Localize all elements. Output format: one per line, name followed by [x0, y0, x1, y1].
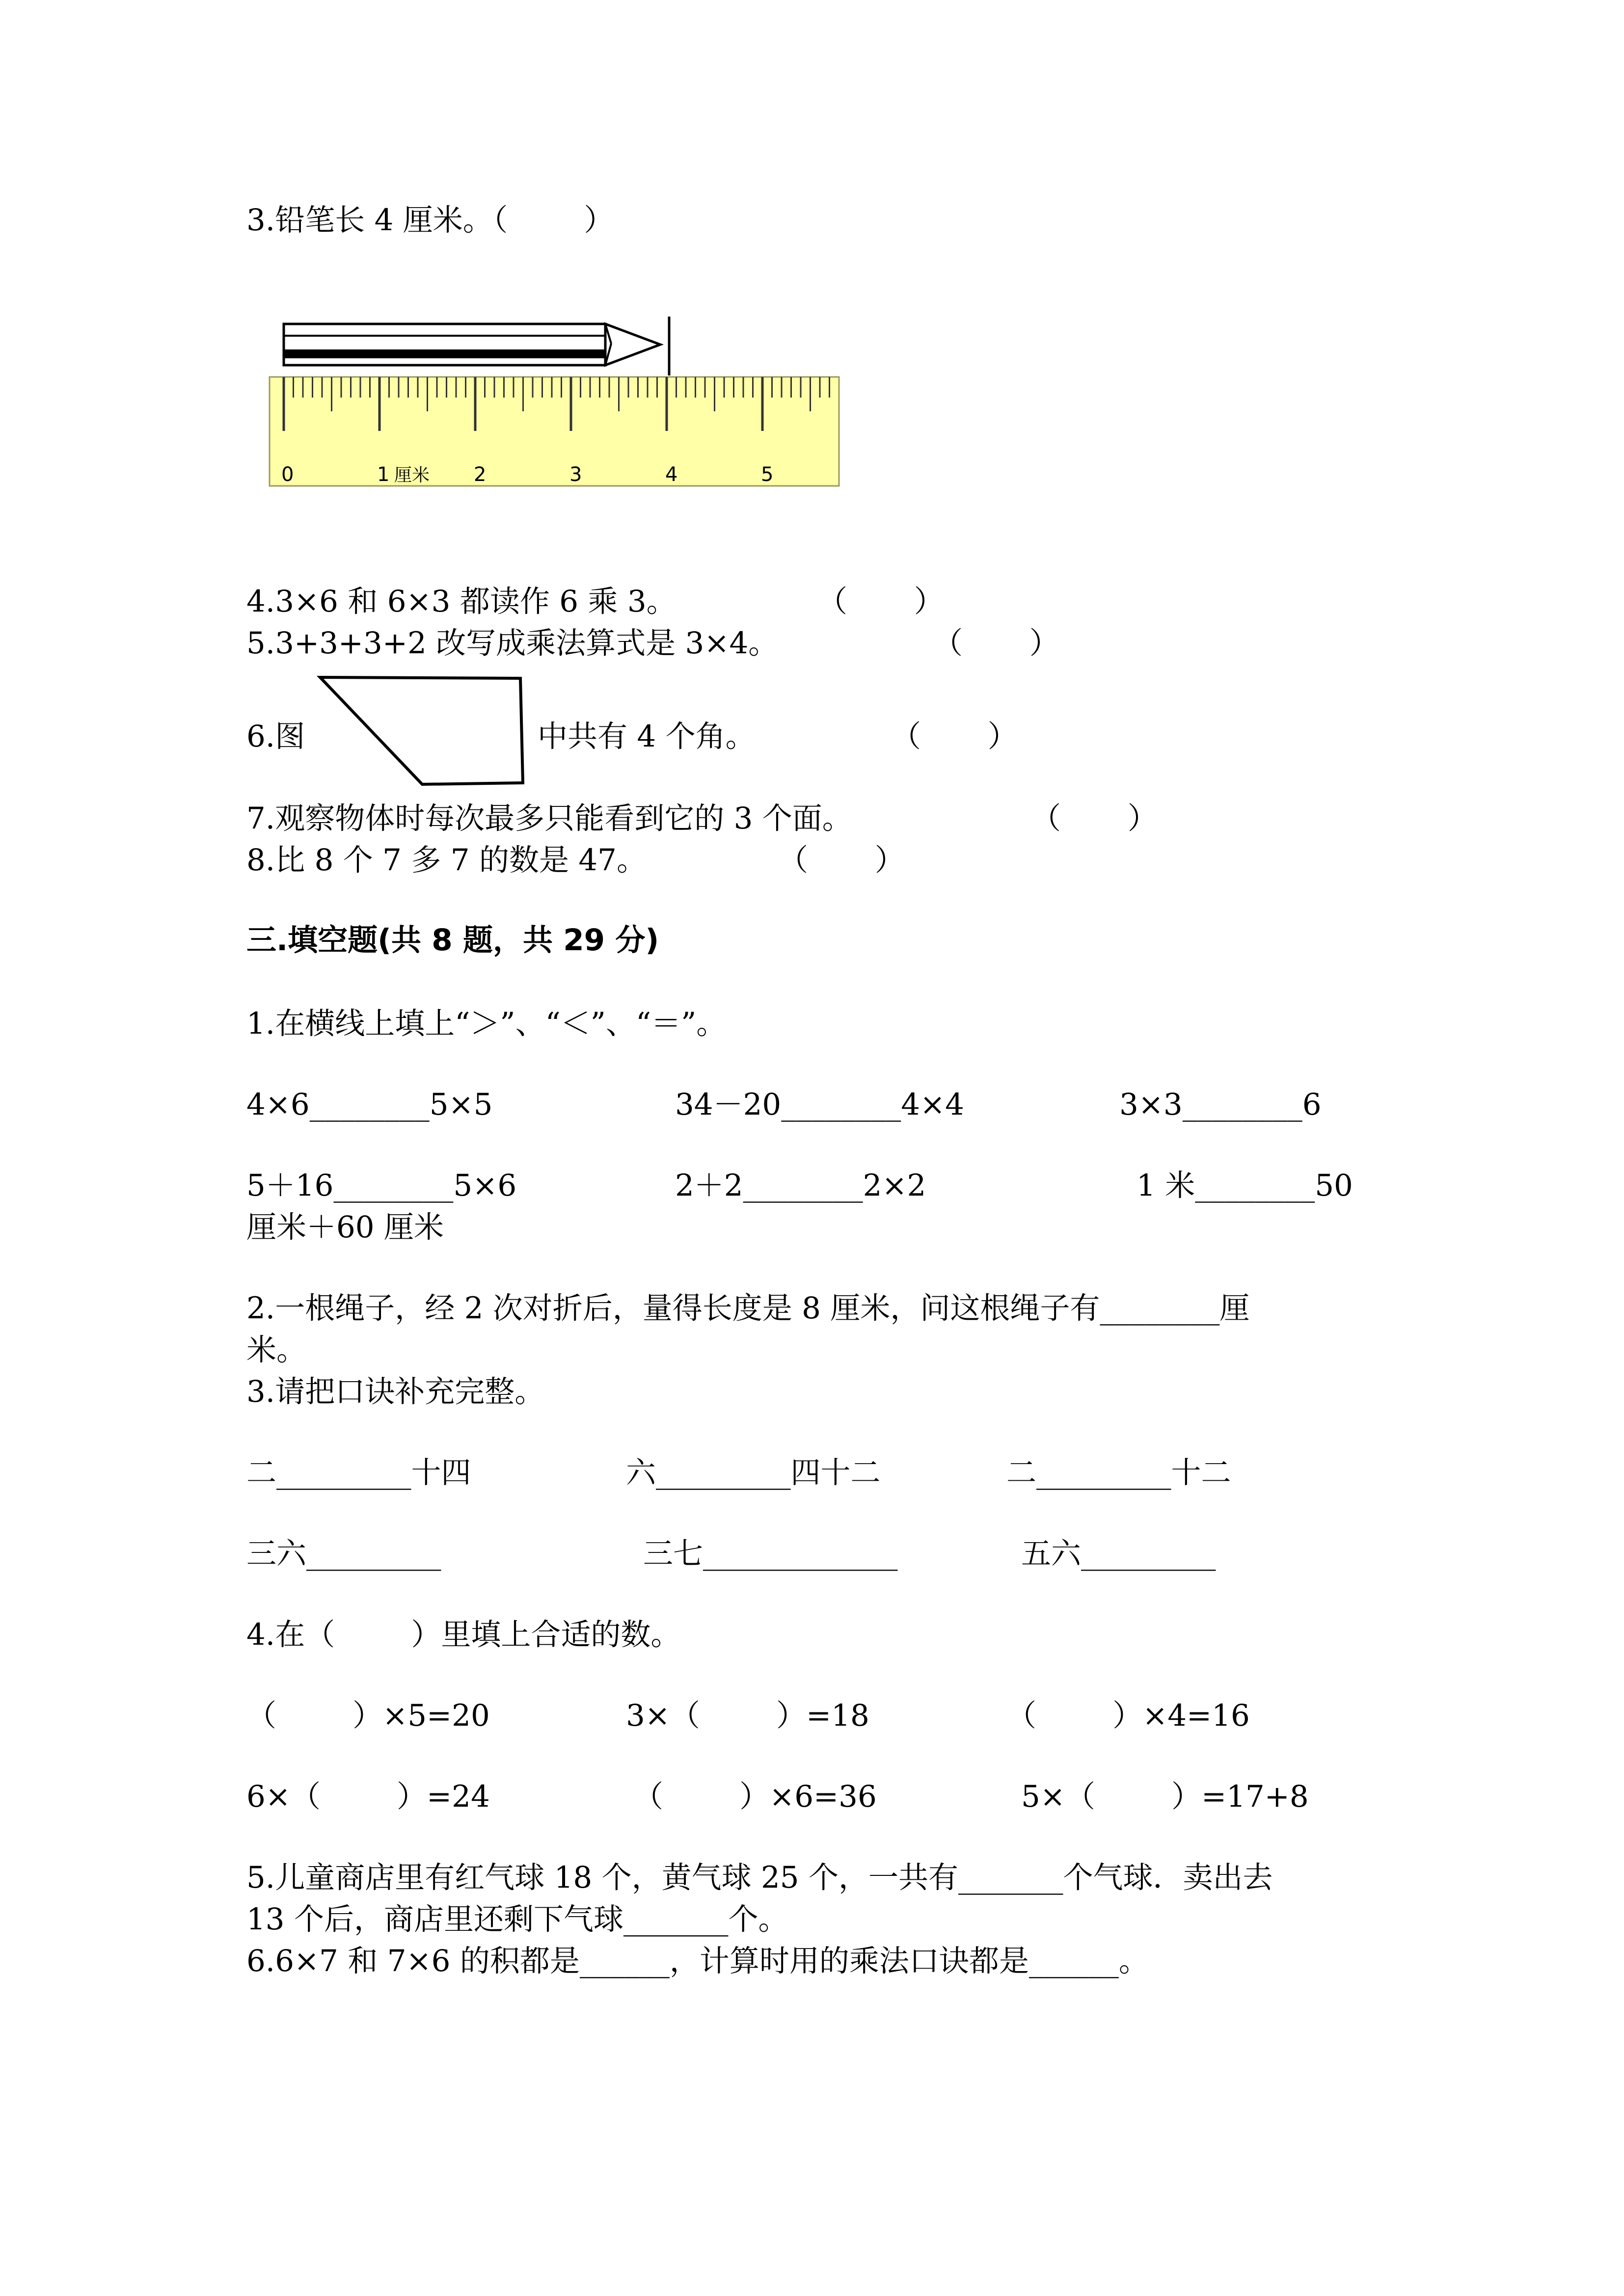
- ruler-label-2: 2: [474, 463, 487, 486]
- question-8-answer-paren[interactable]: （ ）: [778, 843, 905, 878]
- ruler-label-1: 1: [377, 463, 390, 486]
- fill-q4-title: 4.在（ ）里填上合适的数。: [246, 1617, 681, 1652]
- fill-q4-item[interactable]: （ ）×5=20: [246, 1698, 490, 1733]
- ruler-label-5: 5: [761, 463, 774, 486]
- ruler: [270, 377, 839, 486]
- fill-q1-item-continued: 厘米＋60 厘米: [246, 1210, 444, 1245]
- question-7-text: 7.观察物体时每次最多只能看到它的 3 个面。: [246, 801, 852, 836]
- fill-q4-item[interactable]: 6×（ ）=24: [246, 1779, 490, 1814]
- fill-q2-line[interactable]: 2.一根绳子，经 2 次对折后，量得长度是 8 厘米，问这根绳子有________厘: [246, 1291, 1250, 1326]
- fill-q1-item[interactable]: 5＋16________5×6: [246, 1168, 517, 1203]
- question-7-answer-paren[interactable]: （ ）: [1031, 801, 1158, 836]
- question-5-text: 5.3+3+3+2 改写成乘法算式是 3×4。: [246, 626, 779, 661]
- question-5-answer-paren[interactable]: （ ）: [933, 626, 1059, 661]
- fill-q1-item[interactable]: 4×6________5×5: [246, 1087, 493, 1122]
- fill-q2-line: 米。: [246, 1333, 307, 1367]
- fill-q3-item[interactable]: 五六_________: [1021, 1536, 1216, 1571]
- fill-q6-line[interactable]: 6.6×7 和 7×6 的积都是______，计算时用的乘法口诀都是______。: [246, 1944, 1149, 1978]
- fill-q3-item[interactable]: 二_________十四: [246, 1455, 471, 1490]
- fill-q5-line[interactable]: 13 个后，商店里还剩下气球_______个。: [246, 1902, 788, 1937]
- fill-q4-item[interactable]: 5×（ ）=17+8: [1021, 1779, 1309, 1814]
- ruler-label-3: 3: [569, 463, 582, 486]
- question-3-text: 3.铅笔长 4 厘米。（ ）: [246, 203, 614, 238]
- pencil-icon: [284, 317, 669, 375]
- quadrilateral-figure: [314, 672, 530, 790]
- fill-q3-item[interactable]: 三六_________: [246, 1536, 441, 1571]
- fill-q1-item[interactable]: 2＋2________2×2: [675, 1168, 926, 1203]
- question-8-text: 8.比 8 个 7 多 7 的数是 47。: [246, 843, 647, 878]
- section-3-heading: 三.填空题(共 8 题，共 29 分): [246, 923, 659, 958]
- ruler-unit-label: 厘米: [394, 465, 430, 485]
- ruler-label-0: 0: [281, 463, 294, 486]
- fill-q3-item[interactable]: 六_________四十二: [626, 1455, 881, 1490]
- fill-q4-item[interactable]: （ ）×6=36: [633, 1779, 877, 1814]
- fill-q3-item[interactable]: 三七_____________: [643, 1536, 898, 1571]
- fill-q1-item[interactable]: 1 米________50: [1137, 1168, 1353, 1203]
- fill-q1-title: 1.在横线上填上“＞”、“＜”、“＝”。: [246, 1006, 727, 1041]
- fill-q1-item[interactable]: 3×3________6: [1119, 1087, 1322, 1122]
- fill-q4-item[interactable]: （ ）×4=16: [1006, 1698, 1250, 1733]
- question-6-answer-paren[interactable]: （ ）: [891, 719, 1018, 754]
- fill-q3-title: 3.请把口诀补充完整。: [246, 1374, 545, 1409]
- question-4-text: 4.3×6 和 6×3 都读作 6 乘 3。: [246, 584, 677, 619]
- fill-q3-item[interactable]: 二_________十二: [1006, 1455, 1231, 1490]
- fill-q5-line[interactable]: 5.儿童商店里有红气球 18 个，黄气球 25 个，一共有_______个气球．卖出去: [246, 1860, 1273, 1895]
- question-6-prefix: 6.图: [246, 719, 305, 754]
- fill-q4-item[interactable]: 3×（ ）=18: [626, 1698, 869, 1733]
- question-4-answer-paren[interactable]: （ ）: [817, 584, 944, 619]
- ruler-label-4: 4: [665, 463, 678, 486]
- pencil-ruler-figure: [268, 314, 847, 491]
- question-6-suffix: 中共有 4 个角。: [538, 719, 756, 754]
- fill-q1-item[interactable]: 34－20________4×4: [675, 1087, 964, 1122]
